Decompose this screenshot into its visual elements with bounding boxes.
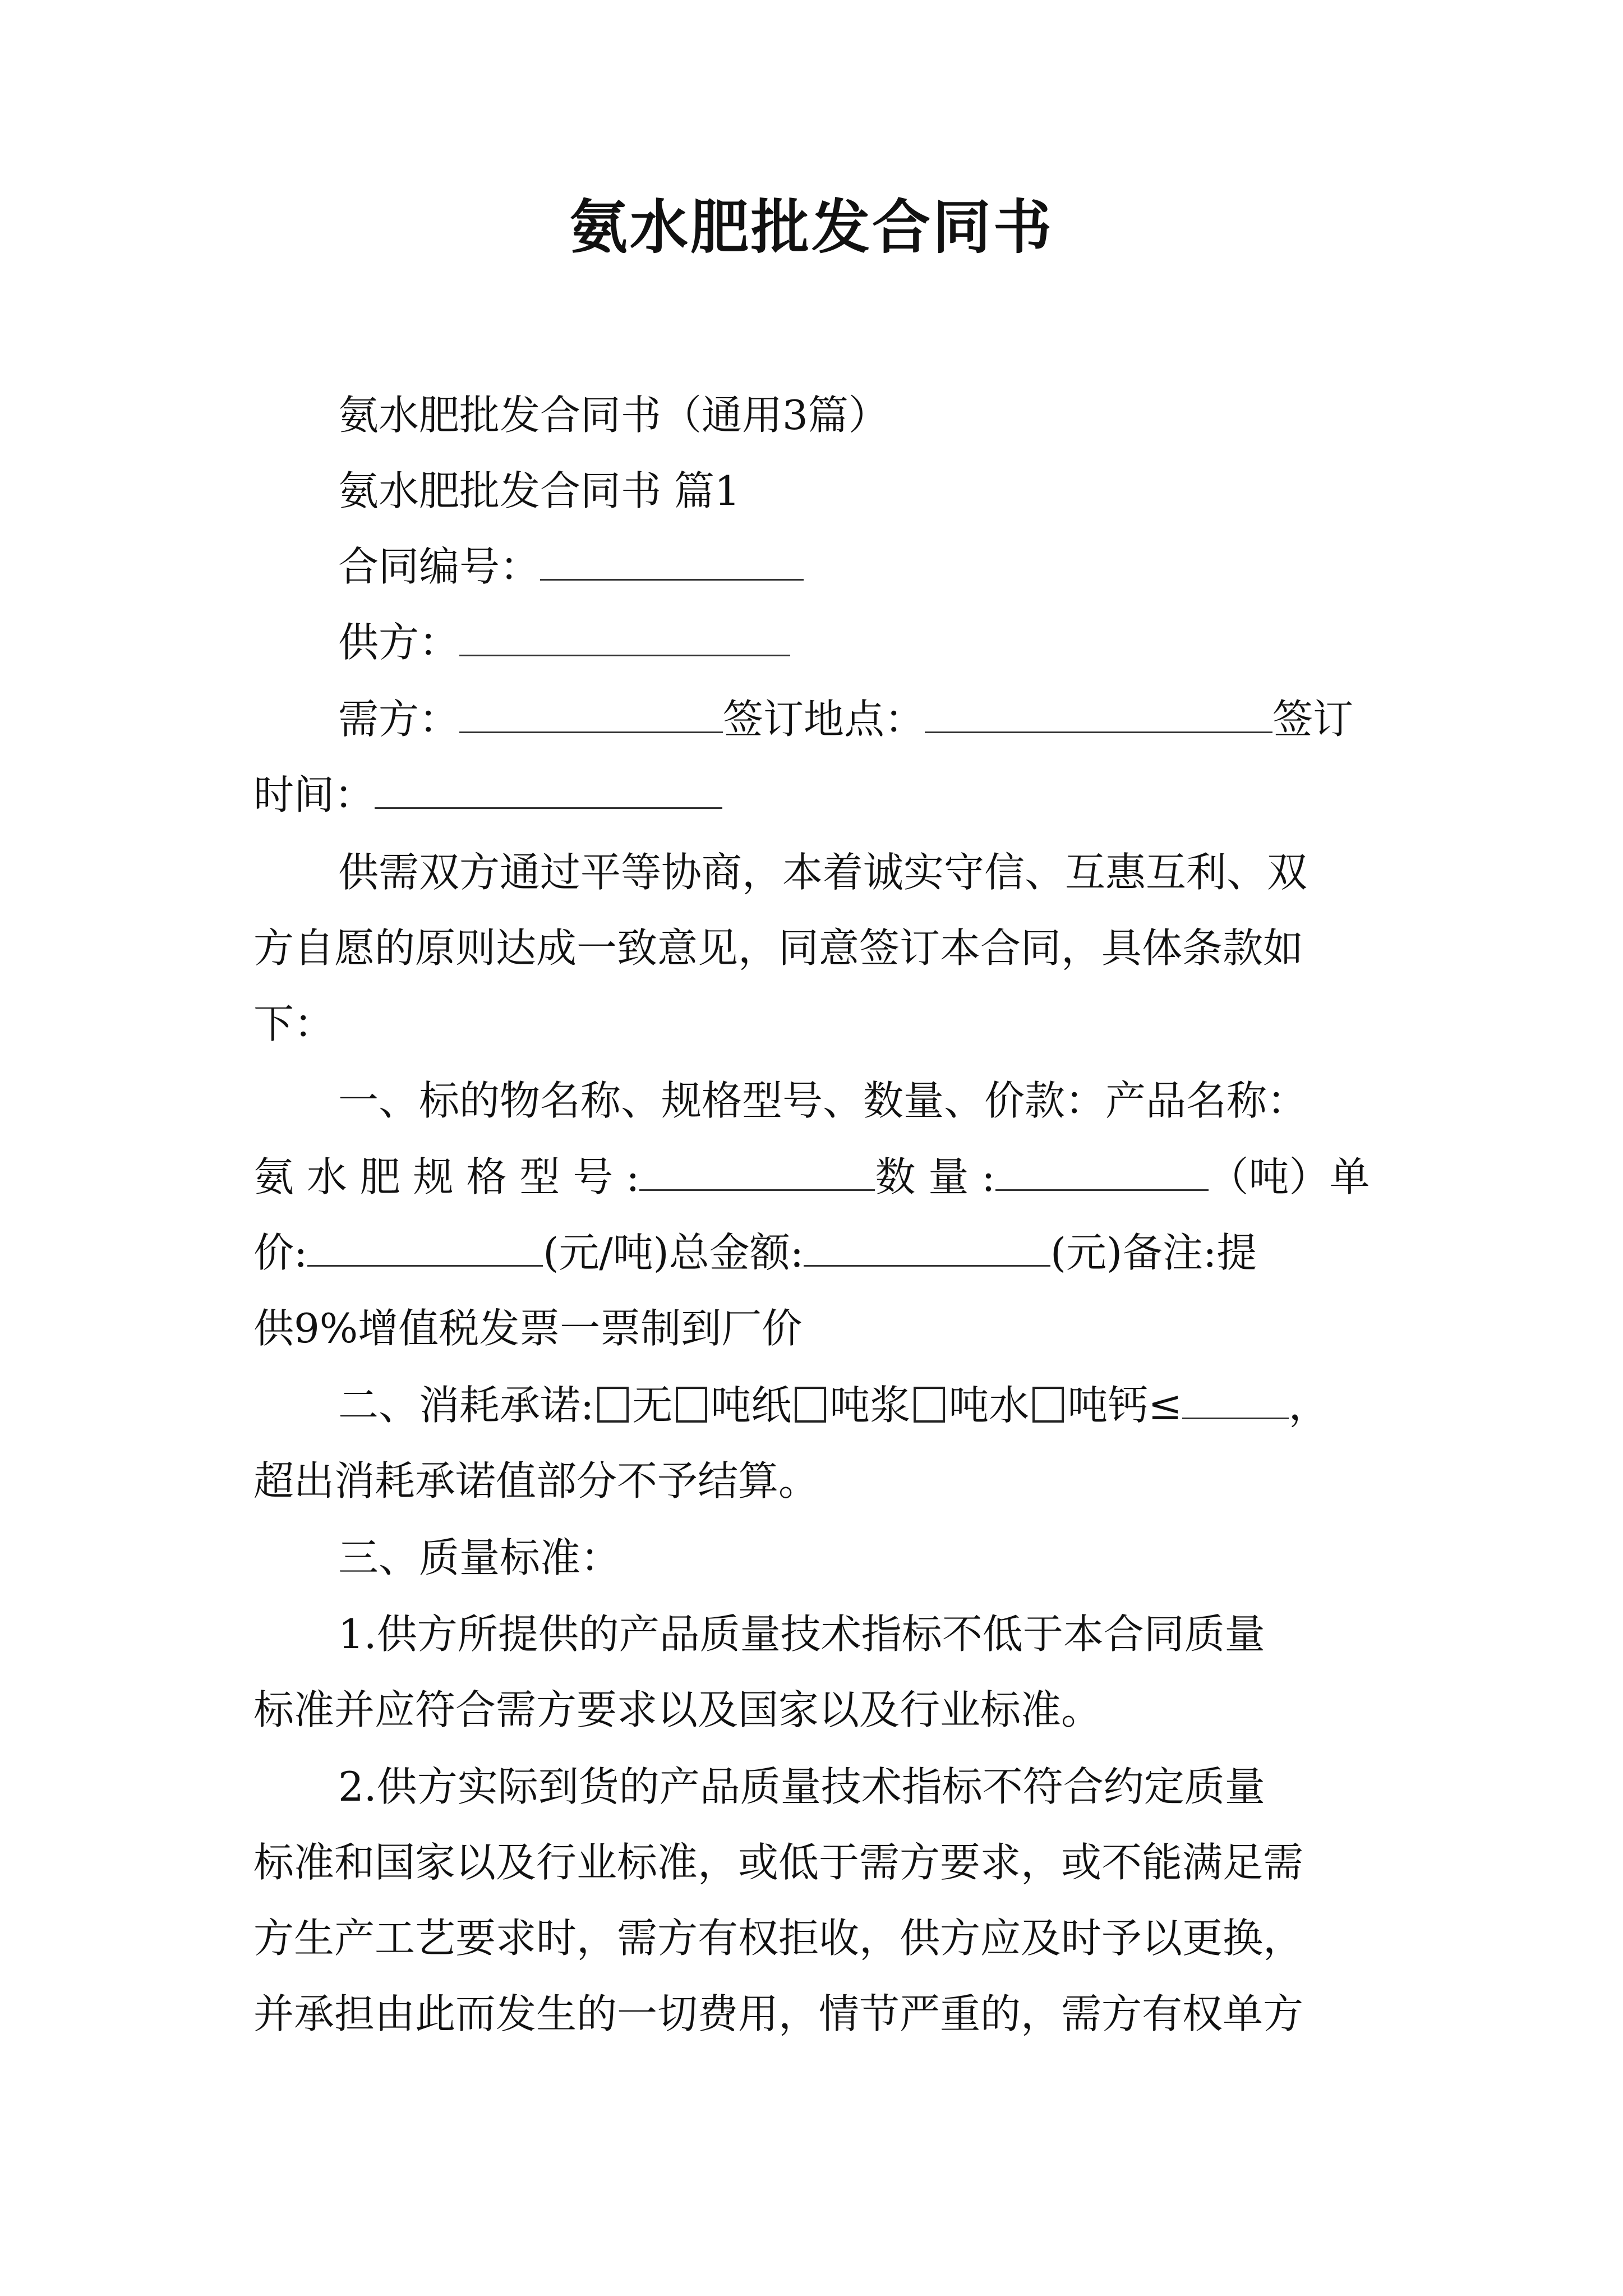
total-amount-field[interactable] (804, 1226, 1050, 1267)
checkbox-ton-paper[interactable] (676, 1387, 707, 1423)
intro-line-3: 下： (253, 1000, 335, 1047)
sign-time-label-a: 签订 (1272, 696, 1354, 743)
article3-heading: 三、质量标准： (338, 1534, 621, 1581)
option-ton-pulp-label: 吨浆 (829, 1382, 911, 1429)
remark-label: (元)备注:提 (1050, 1229, 1257, 1276)
article1-line-2 (253, 1149, 1381, 1205)
consumption-label: 二、消耗承诺: (338, 1382, 594, 1429)
article1-line-4: 供9%增值税发票一票制到厂价 (253, 1305, 803, 1352)
supplier-label: 供方： (338, 619, 460, 666)
sign-place-label: 签订地点： (723, 696, 925, 743)
checkbox-none[interactable] (597, 1387, 629, 1423)
checkbox-ton-pulp[interactable] (795, 1387, 826, 1423)
option-ton-calcium-label: 吨钙≤ (1067, 1382, 1182, 1429)
supplier-line (338, 614, 1381, 670)
section-heading: 氨水肥批发合同书 篇1 (338, 467, 740, 514)
buyer-label: 需方： (338, 696, 460, 743)
option-ton-water-label: 吨水 (948, 1382, 1030, 1429)
document-title: 氨水肥批发合同书 (569, 192, 1054, 261)
sign-time-line (253, 767, 1381, 823)
buyer-field[interactable] (459, 692, 723, 733)
quantity-label: 数 量 : (875, 1153, 995, 1200)
quality-1-line-1: 1.供方所提供的产品质量技术指标不低于本合同质量 (338, 1611, 1265, 1658)
spec-label: 氨 水 肥 规 格 型 号 : (253, 1153, 640, 1200)
unit-price-label: 价: (253, 1229, 308, 1276)
quality-1-line-2: 标准并应符合需方要求以及国家以及行业标准。 (253, 1686, 1102, 1733)
consumption-limit-field[interactable] (1182, 1378, 1289, 1419)
article2-line-1 (338, 1377, 1381, 1433)
sign-time-label-b: 时间： (253, 771, 375, 818)
article2-line-2: 超出消耗承诺值部分不予结算。 (253, 1457, 819, 1504)
quantity-field[interactable] (995, 1150, 1209, 1191)
quality-2-line-1: 2.供方实际到货的产品质量技术指标不符合约定质量 (338, 1763, 1265, 1810)
article1-line-3 (253, 1225, 1381, 1281)
sign-time-field[interactable] (375, 768, 722, 809)
option-ton-paper-label: 吨纸 (711, 1382, 792, 1429)
contract-number-field[interactable] (540, 540, 804, 581)
buyer-line (338, 691, 1381, 747)
checkbox-ton-water[interactable] (914, 1387, 945, 1423)
unit-price-field[interactable] (307, 1226, 543, 1267)
quality-2-line-3: 方生产工艺要求时，需方有权拒收，供方应及时予以更换， (253, 1915, 1304, 1962)
ton-unit-label: （吨）单 (1208, 1153, 1370, 1200)
sign-place-field[interactable] (925, 692, 1272, 733)
option-none-label: 无 (632, 1382, 673, 1429)
comma: ， (1288, 1382, 1329, 1429)
contract-number-line (338, 539, 1381, 595)
subtitle: 氨水肥批发合同书（通用3篇） (338, 392, 889, 439)
contract-number-label: 合同编号： (338, 543, 541, 590)
quality-2-line-4: 并承担由此而发生的一切费用，情节严重的，需方有权单方 (253, 1990, 1304, 2037)
total-amount-label: (元/吨)总金额: (543, 1229, 804, 1276)
quality-2-line-2: 标准和国家以及行业标准，或低于需方要求，或不能满足需 (253, 1839, 1304, 1886)
spec-field[interactable] (639, 1150, 875, 1191)
article1-line-1: 一、标的物名称、规格型号、数量、价款：产品名称： (338, 1077, 1308, 1124)
intro-line-2: 方自愿的原则达成一致意见，同意签订本合同，具体条款如 (253, 924, 1304, 972)
checkbox-ton-calcium[interactable] (1032, 1387, 1064, 1423)
intro-line-1: 供需双方通过平等协商，本着诚实守信、互惠互利、双 (338, 849, 1308, 896)
supplier-field[interactable] (459, 615, 790, 656)
